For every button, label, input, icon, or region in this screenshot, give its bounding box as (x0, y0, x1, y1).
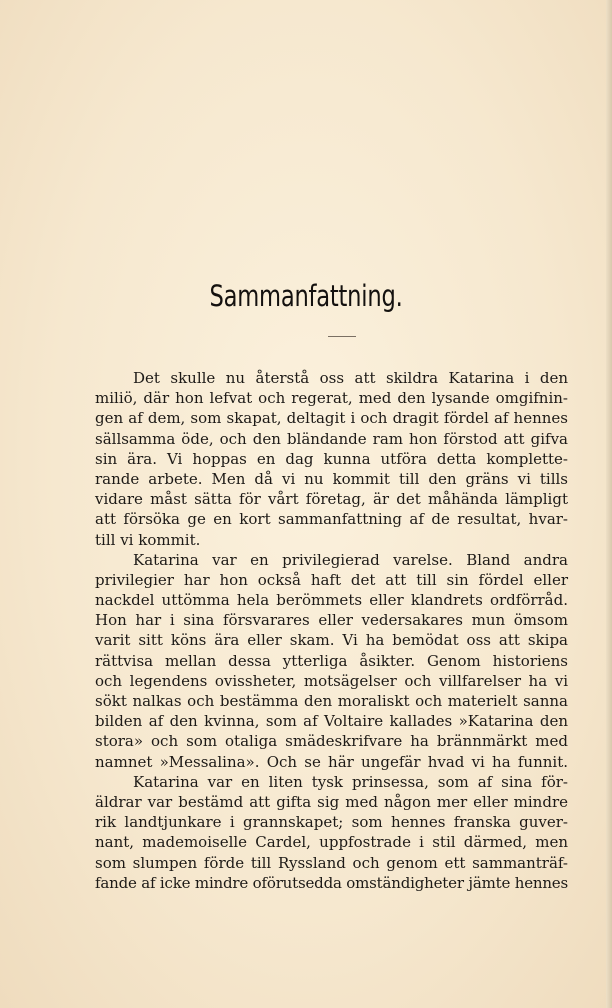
text-line: nant, mademoiselle Cardel, uppfostrade i stil därmed, men (95, 833, 568, 852)
text-line: nackdel uttömma hela berömmets eller klandrets ordförråd. (95, 591, 568, 610)
page-title: Sammanfattning. (209, 279, 403, 313)
text-line: äldrar var bestämd att gifta sig med någon mer eller mindre (95, 792, 568, 811)
text-line: som slumpen förde till Ryssland och genom ett sammanträf- (95, 853, 568, 872)
text-line: stora» och som otaliga smädeskrifvare ha brännmärkt med (95, 732, 568, 751)
text-line: rättvisa mellan dessa ytterliga åsikter. Genom historiens (95, 651, 568, 670)
text-line: privilegier har hon också haft det att till sin fördel eller (95, 570, 568, 589)
text-line: bilden af den kvinna, som af Voltaire kallades »Katarina den (95, 712, 568, 731)
page-edge (606, 0, 612, 1008)
text-line: sökt nalkas och bestämma den moraliskt och materielt sanna (95, 692, 568, 710)
text-line: gen af dem, som skapat, deltagit i och dragit fördel af hennes (95, 409, 568, 428)
text-line: Det skulle nu återstå oss att skildra Katarina i den (133, 369, 568, 387)
text-line: sin ära. Vi hoppas en dag kunna utföra detta komplette- (95, 449, 568, 468)
text-line: rande arbete. Men då vi nu kommit till den gräns vi tills (95, 469, 568, 488)
body-text (95, 368, 568, 893)
text-line: Katarina var en liten tysk prinsessa, som af sina för- (133, 772, 568, 791)
text-line: att försöka ge en kort sammanfattning af de resultat, hvar- (95, 510, 568, 529)
text-line: varit sitt köns ära eller skam. Vi ha bemödat oss att skipa (95, 631, 568, 650)
text-line: miliö, där hon lefvat och regerat, med den lysande omgifnin- (95, 389, 568, 408)
text-line: och legendens ovissheter, motsägelser och villfarelser ha vi (95, 671, 568, 690)
text-line: Hon har i sina försvarares eller vedersakares mun ömsom (95, 611, 568, 630)
text-line: rik landtjunkare i grannskapet; som hennes franska guver- (95, 813, 568, 832)
text-line: fande af icke mindre oförutsedda omständigheter jämte hennes (95, 873, 568, 892)
title-rule (328, 336, 356, 337)
text-line: namnet »Messalina». Och se här ungefär hvad vi ha funnit. (95, 752, 568, 771)
text-line: Katarina var en privilegierad varelse. Bland andra (133, 550, 568, 569)
text-line: till vi kommit. (95, 530, 201, 549)
text-line: sällsamma öde, och den bländande ram hon förstod att gifva (95, 429, 568, 448)
text-line: vidare måst sätta för vårt företag, är det måhända lämpligt (95, 490, 568, 509)
